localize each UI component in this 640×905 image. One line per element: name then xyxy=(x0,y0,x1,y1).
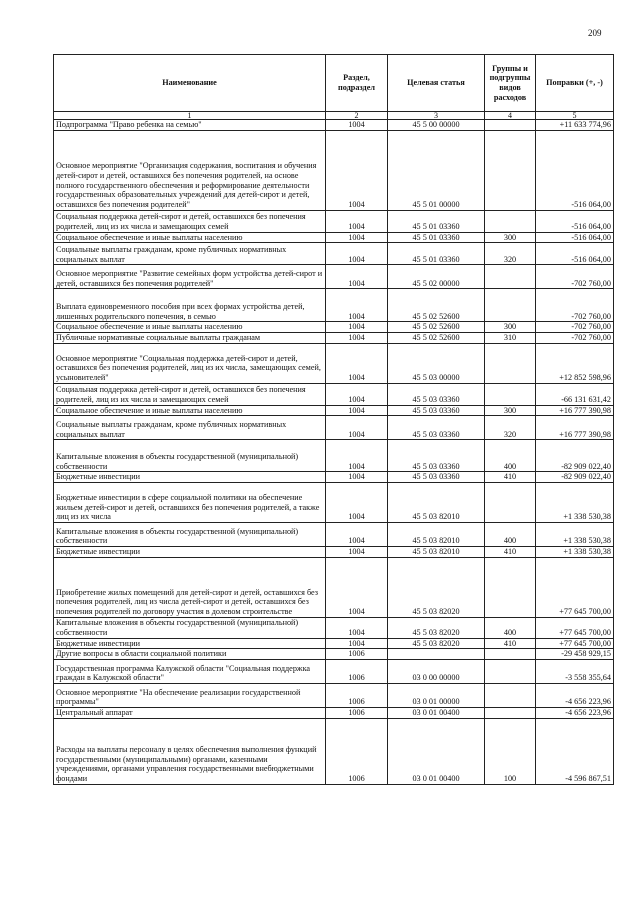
row-section: 1004 xyxy=(326,405,388,416)
row-name: Социальные выплаты гражданам, кроме публичных нормативных социальных выплат xyxy=(54,416,326,440)
row-target: 45 5 03 03360 xyxy=(388,472,485,483)
row-section: 1006 xyxy=(326,708,388,719)
row-target xyxy=(388,649,485,660)
row-group xyxy=(485,120,536,131)
row-group: 410 xyxy=(485,472,536,483)
row-section: 1004 xyxy=(326,523,388,547)
row-amount: -516 064,00 xyxy=(536,232,614,243)
row-target: 03 0 01 00400 xyxy=(388,708,485,719)
row-target: 45 5 03 82010 xyxy=(388,523,485,547)
row-section: 1006 xyxy=(326,660,388,684)
row-section: 1004 xyxy=(326,243,388,265)
row-target: 45 5 03 03360 xyxy=(388,440,485,472)
row-group xyxy=(485,383,536,405)
row-group xyxy=(485,265,536,289)
row-section: 1004 xyxy=(326,547,388,558)
row-group xyxy=(485,483,536,523)
table-row xyxy=(54,718,614,784)
table-row xyxy=(54,708,614,719)
row-name: Выплата единовременного пособия при всех формах устройства детей, лишенных родительского попечения, в семью xyxy=(54,289,326,322)
row-name: Капитальные вложения в объекты государственной (муниципальной) собственности xyxy=(54,523,326,547)
row-section: 1004 xyxy=(326,638,388,649)
row-group xyxy=(485,708,536,719)
row-section: 1004 xyxy=(326,416,388,440)
row-amount: -516 064,00 xyxy=(536,243,614,265)
row-target: 03 0 00 00000 xyxy=(388,660,485,684)
row-amount: -4 656 223,96 xyxy=(536,708,614,719)
row-section: 1004 xyxy=(326,557,388,617)
table-row xyxy=(54,638,614,649)
row-amount: +77 645 700,00 xyxy=(536,638,614,649)
row-name: Основное мероприятие "Организация содержания, воспитания и обучения детей-сирот и детей, оставшихся без попечения родителей, на основе полного государственного обеспечения и реформирование деятельности государственных образовательных учреждений для детей-сирот и детей, оставшихся без попечения родителей" xyxy=(54,130,326,210)
row-name: Основное мероприятие "На обеспечение реализации государственной программы" xyxy=(54,684,326,708)
row-section: 1004 xyxy=(326,343,388,383)
table-row xyxy=(54,120,614,131)
row-target: 45 5 03 82010 xyxy=(388,547,485,558)
row-group: 400 xyxy=(485,440,536,472)
row-target: 45 5 01 03360 xyxy=(388,210,485,232)
row-section: 1006 xyxy=(326,684,388,708)
row-target: 45 5 02 52600 xyxy=(388,333,485,344)
row-group: 410 xyxy=(485,547,536,558)
row-name: Основное мероприятие "Развитие семейных форм устройства детей-сирот и детей, оставшихся без попечения родителей" xyxy=(54,265,326,289)
row-section: 1004 xyxy=(326,440,388,472)
row-section: 1006 xyxy=(326,718,388,784)
row-amount: -4 596 867,51 xyxy=(536,718,614,784)
row-group: 300 xyxy=(485,232,536,243)
table-row xyxy=(54,440,614,472)
row-name: Социальное обеспечение и иные выплаты населению xyxy=(54,322,326,333)
row-target: 45 5 03 03360 xyxy=(388,416,485,440)
row-group: 320 xyxy=(485,416,536,440)
row-name: Приобретение жилых помещений для детей-сирот и детей, оставшихся без попечения родителей, лиц из числа детей-сирот и детей, оставшихся без попечения родителей по договору участия в долевом строительстве xyxy=(54,557,326,617)
table-row xyxy=(54,649,614,660)
page-number: 209 xyxy=(588,28,602,38)
table-row xyxy=(54,322,614,333)
row-section: 1004 xyxy=(326,232,388,243)
table-row xyxy=(54,617,614,638)
row-group: 300 xyxy=(485,405,536,416)
row-name: Расходы на выплаты персоналу в целях обеспечения выполнения функций государственными (муниципальными) органами, казенными учреждениями, органами управления государственными внебюджетными фондами xyxy=(54,718,326,784)
row-amount: +16 777 390,98 xyxy=(536,405,614,416)
row-target: 45 5 03 00000 xyxy=(388,343,485,383)
row-target: 45 5 03 82010 xyxy=(388,483,485,523)
row-amount: -516 064,00 xyxy=(536,130,614,210)
row-target: 45 5 03 03360 xyxy=(388,405,485,416)
row-name: Публичные нормативные социальные выплаты гражданам xyxy=(54,333,326,344)
row-group xyxy=(485,289,536,322)
table-row xyxy=(54,416,614,440)
table-row xyxy=(54,333,614,344)
row-group xyxy=(485,343,536,383)
row-amount: +1 338 530,38 xyxy=(536,523,614,547)
row-name: Государственная программа Калужской области "Социальная поддержка граждан в Калужской области" xyxy=(54,660,326,684)
table-row xyxy=(54,547,614,558)
column-number: 4 xyxy=(485,112,536,120)
row-amount: -82 909 022,40 xyxy=(536,440,614,472)
row-group: 100 xyxy=(485,718,536,784)
row-group: 320 xyxy=(485,243,536,265)
table-row xyxy=(54,483,614,523)
row-target: 45 5 01 00000 xyxy=(388,130,485,210)
row-amount: -702 760,00 xyxy=(536,265,614,289)
table-body xyxy=(54,120,614,785)
row-section: 1004 xyxy=(326,289,388,322)
row-target: 45 5 02 00000 xyxy=(388,265,485,289)
row-name: Капитальные вложения в объекты государственной (муниципальной) собственности xyxy=(54,440,326,472)
table-header-row xyxy=(54,55,614,112)
row-group xyxy=(485,684,536,708)
row-group: 300 xyxy=(485,322,536,333)
row-amount: -516 064,00 xyxy=(536,210,614,232)
table-row xyxy=(54,265,614,289)
column-number: 5 xyxy=(536,112,614,120)
row-target: 45 5 03 03360 xyxy=(388,383,485,405)
row-amount: +1 338 530,38 xyxy=(536,547,614,558)
table-row xyxy=(54,523,614,547)
table-row xyxy=(54,232,614,243)
header-target: Целевая статья xyxy=(388,55,485,112)
row-name: Другие вопросы в области социальной политики xyxy=(54,649,326,660)
table-row xyxy=(54,405,614,416)
row-group: 310 xyxy=(485,333,536,344)
row-target: 45 5 03 82020 xyxy=(388,617,485,638)
row-name: Основное мероприятие "Социальная поддержка детей-сирот и детей, оставшихся без попечения родителей, лиц из их числа, замещающих семей, усыновителей" xyxy=(54,343,326,383)
column-number: 3 xyxy=(388,112,485,120)
row-section: 1004 xyxy=(326,265,388,289)
table-row xyxy=(54,557,614,617)
row-amount: -66 131 631,42 xyxy=(536,383,614,405)
column-number: 1 xyxy=(54,112,326,120)
row-amount: -702 760,00 xyxy=(536,333,614,344)
row-amount: +77 645 700,00 xyxy=(536,557,614,617)
row-amount: +11 633 774,96 xyxy=(536,120,614,131)
row-group: 400 xyxy=(485,523,536,547)
row-amount: +1 338 530,38 xyxy=(536,483,614,523)
row-section: 1004 xyxy=(326,322,388,333)
row-amount: +12 852 598,96 xyxy=(536,343,614,383)
row-amount: -3 558 355,64 xyxy=(536,660,614,684)
row-amount: -702 760,00 xyxy=(536,322,614,333)
row-amount: -29 458 929,15 xyxy=(536,649,614,660)
row-amount: -702 760,00 xyxy=(536,289,614,322)
row-section: 1004 xyxy=(326,333,388,344)
row-group xyxy=(485,130,536,210)
row-section: 1004 xyxy=(326,472,388,483)
row-group xyxy=(485,660,536,684)
table-row xyxy=(54,472,614,483)
table-row xyxy=(54,660,614,684)
row-name: Бюджетные инвестиции xyxy=(54,472,326,483)
column-number: 2 xyxy=(326,112,388,120)
row-amount: -82 909 022,40 xyxy=(536,472,614,483)
row-amount: +16 777 390,98 xyxy=(536,416,614,440)
row-name: Социальная поддержка детей-сирот и детей, оставшихся без попечения родителей, лиц из их числа и замещающих семей xyxy=(54,210,326,232)
table-row xyxy=(54,210,614,232)
header-amount: Поправки (+, -) xyxy=(536,55,614,112)
row-target: 45 5 03 82020 xyxy=(388,638,485,649)
row-group xyxy=(485,210,536,232)
row-name: Капитальные вложения в объекты государственной (муниципальной) собственности xyxy=(54,617,326,638)
row-target: 03 0 01 00000 xyxy=(388,684,485,708)
row-section: 1004 xyxy=(326,617,388,638)
row-target: 45 5 01 03360 xyxy=(388,243,485,265)
table-row xyxy=(54,383,614,405)
header-group: Группы и подгруппы видов расходов xyxy=(485,55,536,112)
row-target: 45 5 02 52600 xyxy=(388,289,485,322)
row-name: Социальные выплаты гражданам, кроме публичных нормативных социальных выплат xyxy=(54,243,326,265)
row-target: 45 5 03 82020 xyxy=(388,557,485,617)
row-amount: +77 645 700,00 xyxy=(536,617,614,638)
row-group xyxy=(485,649,536,660)
table-row xyxy=(54,289,614,322)
table-row xyxy=(54,343,614,383)
row-group xyxy=(485,557,536,617)
row-section: 1004 xyxy=(326,483,388,523)
row-group: 410 xyxy=(485,638,536,649)
row-section: 1004 xyxy=(326,120,388,131)
row-name: Центральный аппарат xyxy=(54,708,326,719)
header-section: Раздел, подраздел xyxy=(326,55,388,112)
column-number-row xyxy=(54,112,614,120)
row-group: 400 xyxy=(485,617,536,638)
row-section: 1004 xyxy=(326,130,388,210)
row-name: Социальное обеспечение и иные выплаты населению xyxy=(54,232,326,243)
row-name: Бюджетные инвестиции xyxy=(54,638,326,649)
row-name: Социальная поддержка детей-сирот и детей, оставшихся без попечения родителей, лиц из их числа и замещающих семей xyxy=(54,383,326,405)
row-name: Подпрограмма "Право ребенка на семью" xyxy=(54,120,326,131)
row-target: 03 0 01 00400 xyxy=(388,718,485,784)
row-name: Социальное обеспечение и иные выплаты населению xyxy=(54,405,326,416)
row-amount: -4 656 223,96 xyxy=(536,684,614,708)
budget-amendments-table xyxy=(53,54,614,785)
row-section: 1006 xyxy=(326,649,388,660)
row-name: Бюджетные инвестиции в сфере социальной политики на обеспечение жильем детей-сирот и детей, оставшихся без попечения родителей, а также лиц из их числа xyxy=(54,483,326,523)
row-target: 45 5 02 52600 xyxy=(388,322,485,333)
row-section: 1004 xyxy=(326,210,388,232)
table-row xyxy=(54,684,614,708)
row-target: 45 5 00 00000 xyxy=(388,120,485,131)
row-name: Бюджетные инвестиции xyxy=(54,547,326,558)
row-section: 1004 xyxy=(326,383,388,405)
header-name: Наименование xyxy=(54,55,326,112)
row-target: 45 5 01 03360 xyxy=(388,232,485,243)
table-row xyxy=(54,243,614,265)
table-row xyxy=(54,130,614,210)
